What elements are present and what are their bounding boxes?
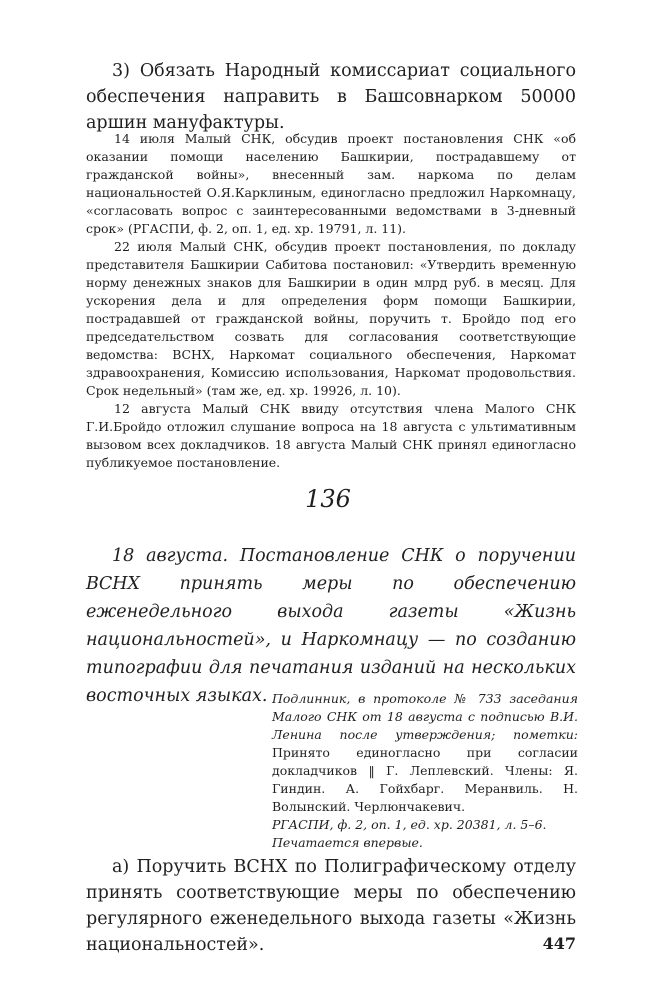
- top-paragraph: 3) Обязать Народный комиссариат социального обеспечения направить в Башсовнарком 50000 аршин мануфактуры.: [86, 61, 576, 133]
- note-1: 14 июля Малый СНК, обсудив проект постановления СНК «об оказании помощи населению Башкирии, пострадавшему от гражданской войны», внесенный зам. наркома по делам национальностей О.Я.Карклиным, единогласно предложил Наркомнацу, «согласовать вопрос с заинтересованными ведомствами в 3-дневный срок» (РГАСПИ, ф. 2, оп. 1, ед. хр. 19791, л. 11).: [86, 131, 576, 236]
- source-note: [272, 690, 578, 852]
- note-2: 22 июля Малый СНК, обсудив проект постановления, по докладу представителя Башкирии Сабитова постановил: «Утвердить временную норму денежных знаков для Башкирии в один млрд руб. в месяц. Для ускорения дела и для определения форм помощи Башкирии, пострадавшей от гражданской войны, поручить т. Бройдо под его председательством созвать для согласования соответствующие ведомства: ВСНХ, Наркомат социального обеспечения, Наркомат здравоохранения, Комиссию использования, Наркомат продовольствия. Срок недельный» (там же, ед. хр. 19926, л. 10).: [86, 239, 576, 398]
- source-archive: РГАСПИ, ф. 2, оп. 1, ед. хр. 20381, л. 5–6.: [272, 817, 547, 832]
- document-title-block: [86, 542, 576, 710]
- source-original-text: Подлинник, в протоколе № 733 заседания Малого СНК от 18 августа с подписью В.И. Ленина после утверждения; пометки:: [272, 691, 578, 742]
- bottom-paragraph-block: [86, 854, 576, 958]
- document-number: 136: [305, 485, 351, 513]
- source-marks-text: Принято единогласно при согласии докладчиков ‖ Г. Леплевский. Члены: Я. Гиндин. А. Гойхбарг. Меранвиль. Н. Волынский. Черлюнчакевич.: [272, 745, 578, 814]
- document-title: 18 августа. Постановление СНК о поручении ВСНХ принять меры по обеспечению еженедельного выхода газеты «Жизнь национальностей», и Наркомнацу — по созданию типографии для печатания изданий на нескольких восточных языках.: [86, 546, 576, 706]
- note-3: 12 августа Малый СНК ввиду отсутствия члена Малого СНК Г.И.Бройдо отложил слушание вопроса на 18 августа с ультимативным вызовом всех докладчиков. 18 августа Малый СНК принял единогласно публикуемое постановление.: [86, 401, 576, 470]
- top-paragraph-block: [86, 58, 576, 136]
- bottom-paragraph: а) Поручить ВСНХ по Полиграфическому отделу принять соответствующие меры по обеспечению регулярного еженедельного выхода газеты «Жизнь национальностей».: [86, 857, 576, 955]
- editorial-notes: [86, 130, 576, 472]
- page-number: 447: [542, 934, 576, 953]
- source-description: [272, 690, 578, 816]
- source-published: Печатается впервые.: [272, 835, 423, 850]
